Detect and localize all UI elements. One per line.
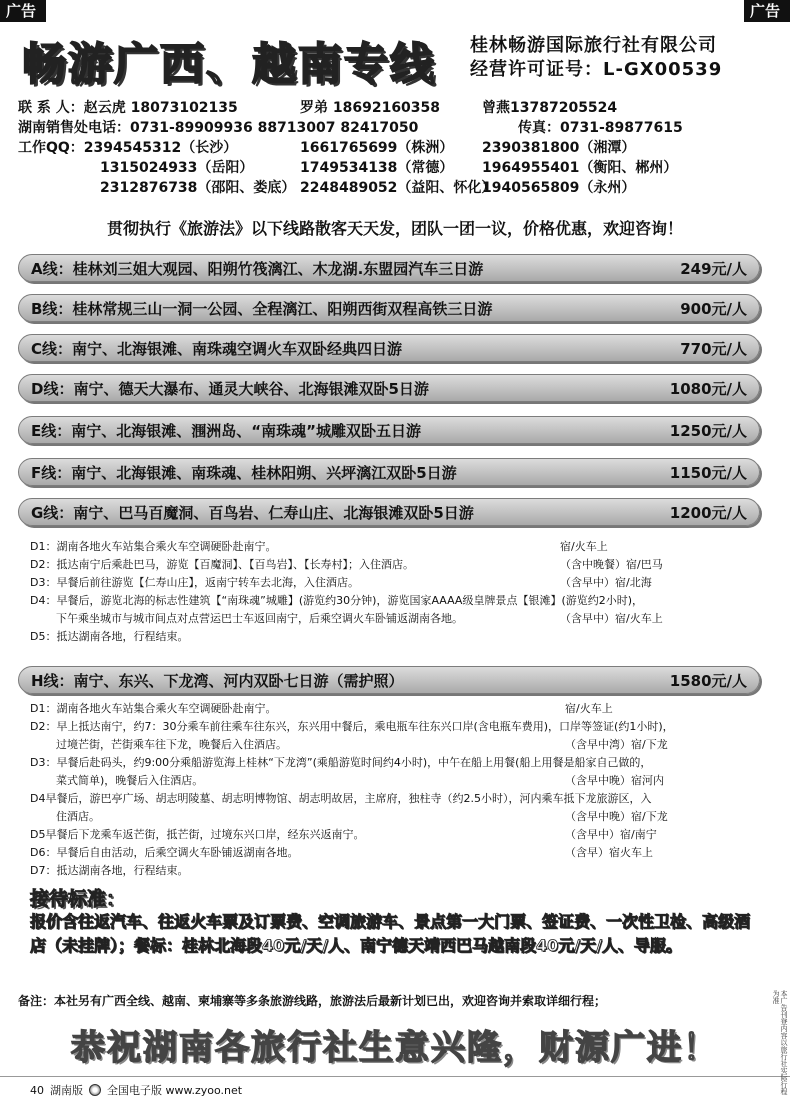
route-name: G线：南宁、巴马百魔洞、百鸟岩、仁寿山庄、北海银滩双卧5日游 — [31, 503, 474, 522]
fax: 传真：0731-89877615 — [518, 120, 683, 136]
itinerary-text: 过境芒街，芒街乘车往下龙，晚餐后入住酒店。 — [56, 738, 287, 751]
itinerary-day — [30, 808, 760, 826]
route-bar-g — [18, 498, 760, 526]
standard-heading: 接待标准： — [30, 888, 126, 910]
itinerary-day — [30, 556, 760, 574]
route-name: A线：桂林刘三姐大观园、阳朔竹筏漓江、木龙湖.东盟园汽车三日游 — [31, 259, 484, 278]
vertical-note: 本广告刊登内容以旅行社实际行程为准 — [772, 990, 788, 1095]
itinerary-stay: （含早中）宿/南宁 — [565, 828, 657, 841]
itinerary-day — [30, 862, 760, 880]
route-price: 1080元/人 — [669, 379, 747, 398]
qq-2: 1661765699（株洲） — [300, 140, 454, 156]
route-bar-c — [18, 334, 760, 362]
itinerary-stay: 宿/火车上 — [565, 702, 613, 715]
itinerary-day — [30, 772, 760, 790]
route-price: 770元/人 — [680, 339, 747, 358]
route-price: 249元/人 — [680, 259, 747, 278]
itinerary-text: 菜式简单)，晚餐后入住酒店。 — [56, 774, 204, 787]
route-name: C线：南宁、北海银滩、南珠魂空调火车双卧经典四日游 — [31, 339, 403, 358]
route-price: 1580元/人 — [669, 671, 747, 690]
route-bar-a — [18, 254, 760, 282]
route-bar-f — [18, 458, 760, 486]
itinerary-day — [30, 574, 760, 592]
contact-row — [18, 138, 778, 158]
contact-row — [18, 98, 778, 118]
contacts-block — [18, 98, 778, 198]
itinerary-stay: （含早中）宿/北海 — [560, 576, 652, 589]
route-name: H线：南宁、东兴、下龙湾、河内双卧七日游（需护照） — [31, 671, 404, 690]
itinerary-day — [30, 700, 760, 718]
itinerary-day — [30, 844, 760, 862]
itinerary-stay: （含早中）宿/火车上 — [560, 612, 663, 625]
route-price: 900元/人 — [680, 299, 747, 318]
route-price: 1250元/人 — [669, 421, 747, 440]
itinerary-text: 住酒店。 — [56, 810, 100, 823]
qq-1: 工作QQ：2394545312（长沙） — [18, 140, 238, 156]
website-link[interactable]: 全国电子版 www.zyoo.net — [107, 1084, 243, 1097]
itinerary-day — [30, 628, 760, 646]
itinerary-text: D1：湖南各地火车站集合乘火车空调硬卧赴南宁。 — [30, 702, 277, 715]
route-bar-d — [18, 374, 760, 402]
itinerary-text: D5早餐后下龙乘车返芒街，抵芒街，过境东兴口岸，经东兴返南宁。 — [30, 828, 365, 841]
route-name: E线：南宁、北海银滩、涠洲岛、“南珠魂”城雕双卧五日游 — [31, 421, 421, 440]
h-itinerary — [30, 700, 760, 880]
itinerary-text: D4：早餐后，游览北海的标志性建筑【“南珠魂”城雕】(游览约30分钟)，游览国家AAAA级皇牌景点【银滩】(游览约2小时)， — [30, 594, 644, 607]
itinerary-text: 下午乘坐城市与城市间点对点营运巴士车返回南宁，后乘空调火车卧铺返湖南各地。 — [56, 612, 463, 625]
policy-statement: 贯彻执行《旅游法》以下线路散客天天发，团队一团一议，价格优惠，欢迎咨询！ — [106, 219, 683, 238]
contact-person-1: 联 系 人：赵云虎 18073102135 — [18, 100, 238, 116]
route-bar-b — [18, 294, 760, 322]
standard-text: 报价含往返汽车、往返火车票及订票费、空调旅游车、景点第一大门票、签证费、一次性卫检、高级酒店（未挂牌）；餐标：桂林北海段40元/天/人、南宁德天靖西巴马越南段40元/天/人、导服。 — [30, 912, 751, 955]
itinerary-stay: （含中晚餐）宿/巴马 — [560, 558, 663, 571]
qq-3: 2390381800（湘潭） — [482, 140, 636, 156]
remark-note: 备注：本社另有广西全线、越南、柬埔寨等多条旅游线路，旅游法后最新计划已出，欢迎咨询并索取详细行程； — [18, 994, 607, 1008]
itinerary-day — [30, 754, 760, 772]
footer — [30, 1082, 242, 1098]
contact-row — [18, 118, 778, 138]
itinerary-text: D1：湖南各地火车站集合乘火车空调硬卧赴南宁。 — [30, 540, 277, 553]
itinerary-day — [30, 538, 760, 556]
company-name: 桂林畅游国际旅行社有限公司 — [470, 35, 717, 56]
qq-6: 1964955401（衡阳、郴州） — [482, 160, 678, 176]
itinerary-stay: （含早）宿火车上 — [565, 846, 653, 859]
company-block — [470, 34, 770, 82]
qq-8: 2248489052（益阳、怀化） — [300, 180, 496, 196]
contact-person-2: 罗弟 18692160358 — [300, 100, 441, 116]
globe-icon — [89, 1084, 101, 1096]
edition-label: 湖南版 — [50, 1084, 83, 1097]
route-name: B线：桂林常规三山一洞一公园、全程漓江、阳朔西街双程高铁三日游 — [31, 299, 493, 318]
itinerary-day — [30, 790, 760, 808]
itinerary-text: D2：抵达南宁后乘赴巴马，游览【百魔洞】、【百鸟岩】、【长寿村】；入住酒店。 — [30, 558, 414, 571]
itinerary-day — [30, 718, 760, 736]
qq-7: 2312876738（邵阳、娄底） — [100, 180, 296, 196]
qq-9: 1940565809（永州） — [482, 180, 636, 196]
route-price: 1200元/人 — [669, 503, 747, 522]
route-bar-h — [18, 666, 760, 694]
itinerary-stay: （含早中湾）宿/下龙 — [565, 738, 668, 751]
itinerary-day — [30, 736, 760, 754]
ad-label-left: 广告 — [0, 0, 46, 22]
ad-label-right: 广告 — [744, 0, 790, 22]
itinerary-text: D3：早餐后前往游览【仁寿山庄】，返南宁转车去北海，入住酒店。 — [30, 576, 359, 589]
itinerary-text: D7：抵达湖南各地，行程结束。 — [30, 864, 189, 877]
itinerary-text: D3：早餐后赴码头，约9:00分乘船游览海上桂林“下龙湾”(乘船游览时间约4小时)，中午在船上用餐(船上用餐是船家自己做的， — [30, 756, 652, 769]
route-name: D线：南宁、德天大瀑布、通灵大峡谷、北海银滩双卧5日游 — [31, 379, 429, 398]
contact-person-3: 曾燕13787205524 — [482, 100, 618, 116]
itinerary-text: D2：早上抵达南宁，约7：30分乘车前往乘车往东兴，东兴用中餐后，乘电瓶车往东兴口岸(含电瓶车费用)，口岸等签证(约1小时)， — [30, 720, 674, 733]
qq-4: 1315024933（岳阳） — [100, 160, 254, 176]
itinerary-day — [30, 826, 760, 844]
qq-5: 1749534138（常德） — [300, 160, 454, 176]
itinerary-text: D6：早餐后自由活动，后乘空调火车卧铺返湖南各地。 — [30, 846, 299, 859]
contact-row — [18, 158, 778, 178]
footer-divider — [0, 1076, 790, 1077]
blessing-slogan: 恭祝湖南各旅行社生意兴隆，财源广进！ — [71, 1028, 719, 1068]
route-price: 1150元/人 — [669, 463, 747, 482]
itinerary-text: D5：抵达湖南各地，行程结束。 — [30, 630, 189, 643]
route-bar-e — [18, 416, 760, 444]
itinerary-stay: （含早中晚）宿/下龙 — [565, 810, 668, 823]
itinerary-day — [30, 610, 760, 628]
contact-row — [18, 178, 778, 198]
sales-phone: 湖南销售处电话：0731-89909936 88713007 82417050 — [18, 120, 419, 136]
g-itinerary — [30, 538, 760, 646]
route-name: F线：南宁、北海银滩、南珠魂、桂林阳朔、兴坪漓江双卧5日游 — [31, 463, 457, 482]
company-license: 经营许可证号：L-GX00539 — [470, 59, 723, 80]
itinerary-text: D4早餐后，游巴亭广场、胡志明陵墓、胡志明博物馆、胡志明故居，主席府，独柱寺（约2.5小时），河内乘车抵下龙旅游区，入 — [30, 792, 652, 805]
itinerary-stay: （含早中晚）宿河内 — [565, 774, 664, 787]
itinerary-stay: 宿/火车上 — [560, 540, 608, 553]
brand-title: 畅游广西、越南专线 — [22, 39, 436, 90]
itinerary-day — [30, 592, 760, 610]
page-number: 40 — [30, 1083, 44, 1097]
